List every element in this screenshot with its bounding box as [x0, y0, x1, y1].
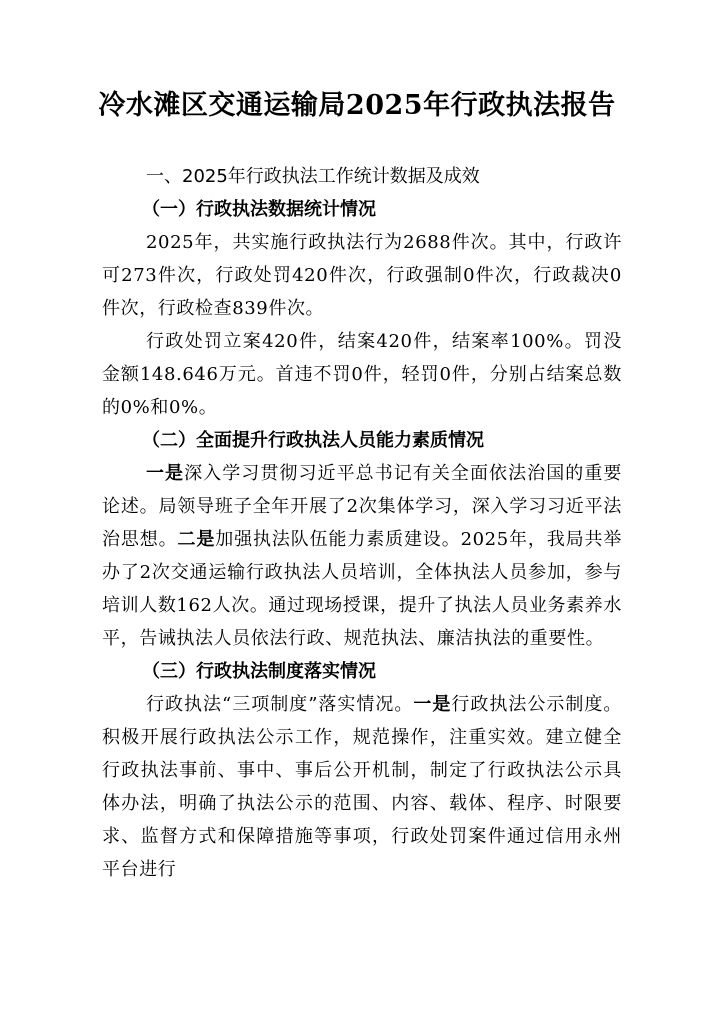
lead-phrase: 一是: [146, 463, 185, 484]
lead-phrase: 一是: [413, 694, 452, 715]
document-body: [102, 160, 622, 886]
paragraph: [102, 688, 622, 886]
subsection-heading: （三）行政执法制度落实情况: [142, 661, 376, 682]
paragraph-text: 行政执法“三项制度”落实情况。: [146, 694, 414, 715]
paragraph: [102, 457, 622, 655]
paragraph-text: 深入学习贯彻习近平总书记有关全面依法治国的重要论述。局领导班子全年开展了2次集体学习，深入学习习近平法治思想。: [102, 463, 622, 550]
paragraph-text: 加强执法队伍能力素质建设。2025年，我局共举办了2次交通运输行政执法人员培训，全体执法人员参加，参与培训人数162人次。通过现场授课，提升了执法人员业务素养水平，告诫执法人员依法行政、规范执法、廉洁执法的重要性。: [102, 529, 623, 649]
document-title: 冷水滩区交通运输局2025年行政执法报告: [98, 90, 616, 121]
paragraph-text: 行政执法公示制度。积极开展行政执法公示工作，规范操作，注重实效。建立健全行政执法事前、事中、事后公开机制，制定了行政执法公示具体办法，明确了执法公示的范围、内容、载体、程序、时限要求、监督方式和保障措施等事项，行政处罚案件通过信用永州平台进行: [102, 694, 623, 880]
lead-phrase: 二是: [177, 529, 216, 550]
subsection-heading: （一）行政执法数据统计情况: [142, 199, 376, 220]
section-heading: 一、2025年行政执法工作统计数据及成效: [146, 166, 480, 187]
subsection-heading: （二）全面提升行政执法人员能力素质情况: [142, 430, 484, 451]
paragraph: 2025年，共实施行政执法行为2688件次。其中，行政许可273件次，行政处罚420件次，行政强制0件次，行政裁决0件次，行政检查839件次。: [102, 232, 622, 319]
paragraph: 行政处罚立案420件，结案420件，结案率100%。罚没金额148.646万元。首违不罚0件，轻罚0件，分别占结案总数的0%和0%。: [102, 331, 622, 418]
